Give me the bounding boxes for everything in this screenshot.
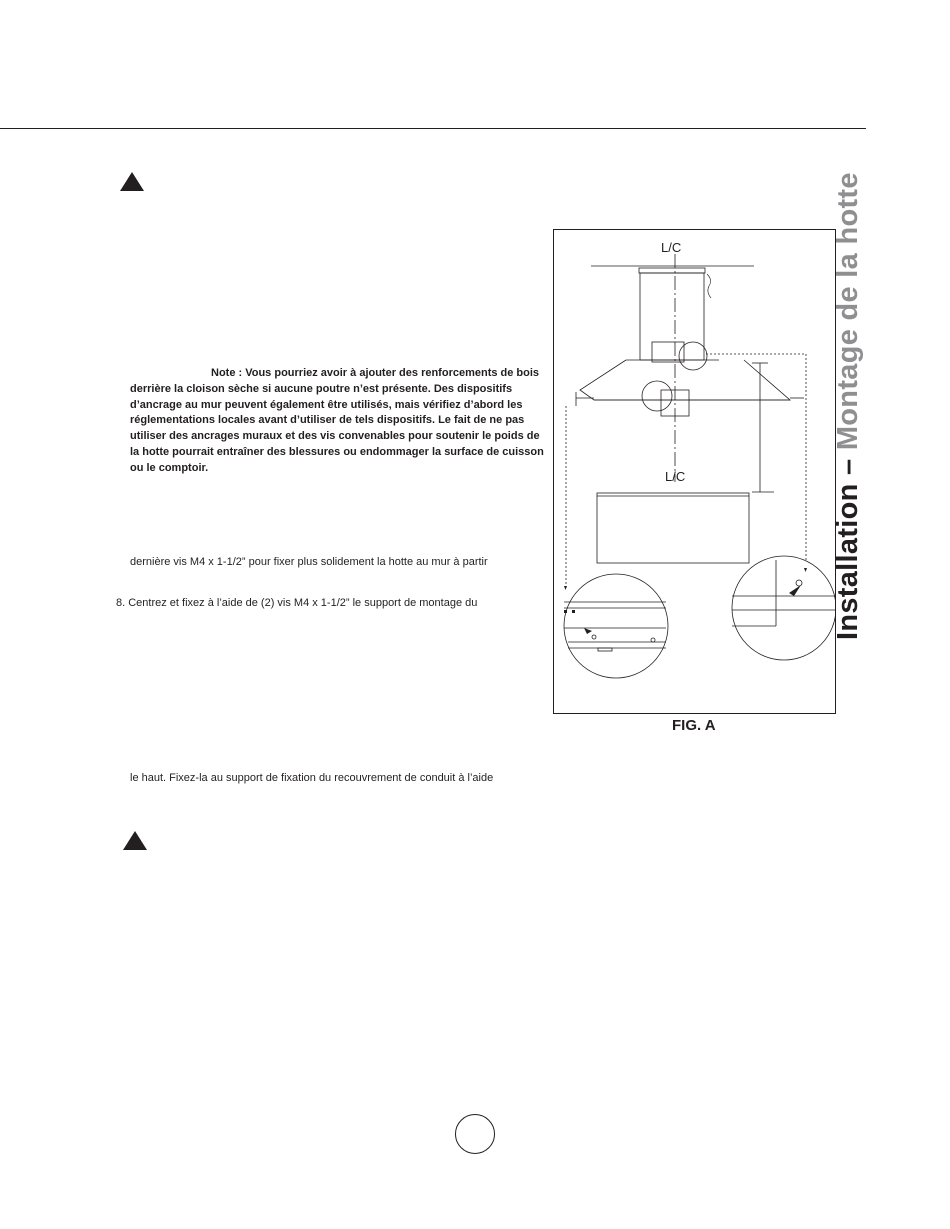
step-text-line: le haut. Fixez-la au support de fixation du recouvrement de conduit à l’aide (130, 772, 494, 784)
detail-circle (679, 342, 707, 370)
header-rule (0, 128, 866, 129)
duct-bracket (639, 268, 705, 273)
note-paragraph (130, 366, 544, 477)
detail-circle (642, 381, 672, 411)
figure-caption: FIG. A (672, 717, 716, 734)
page-number-circle (455, 1114, 495, 1154)
note-text: Note : Vous pourriez avoir à ajouter des renforcements de bois derrière la cloison sèche si aucune poutre n’est présente. Des dispositifs d’ancrage au mur peuvent également être utilisés, mais vérifiez d’abord les réglementations locales avant d’utiliser de tels dispositifs. Le fait de ne pas utiliser des ancrages muraux et des vis convenables pour soutenir le poids de la hotte pourrait entraîner des blessures ou endommager la surface de cuisson ou le comptoir. (130, 367, 544, 474)
warning-icon (120, 172, 144, 191)
detail-circle-left (564, 574, 668, 678)
warning-icon (123, 831, 147, 850)
section-title-vertical (832, 172, 865, 640)
hood-installation-diagram (554, 230, 835, 713)
center-line-label-bottom: L/C (665, 469, 686, 484)
step-text-line: dernière vis M4 x 1-1/2” pour fixer plus solidement la hotte au mur à partir (130, 556, 488, 568)
cooktop (597, 493, 749, 563)
figure-a-frame (553, 229, 836, 714)
step-8-text: 8. Centrez et fixez à l’aide de (2) vis M4 x 1-1/2” le support de montage du (116, 597, 478, 609)
duct-cover (640, 273, 704, 360)
section-title-sub: Montage de la hotte (832, 172, 864, 451)
detail-circle-right (732, 556, 835, 660)
section-title-main: Installation – (832, 450, 864, 640)
center-line-label-top: L/C (661, 240, 682, 255)
hood-canopy (580, 360, 790, 400)
